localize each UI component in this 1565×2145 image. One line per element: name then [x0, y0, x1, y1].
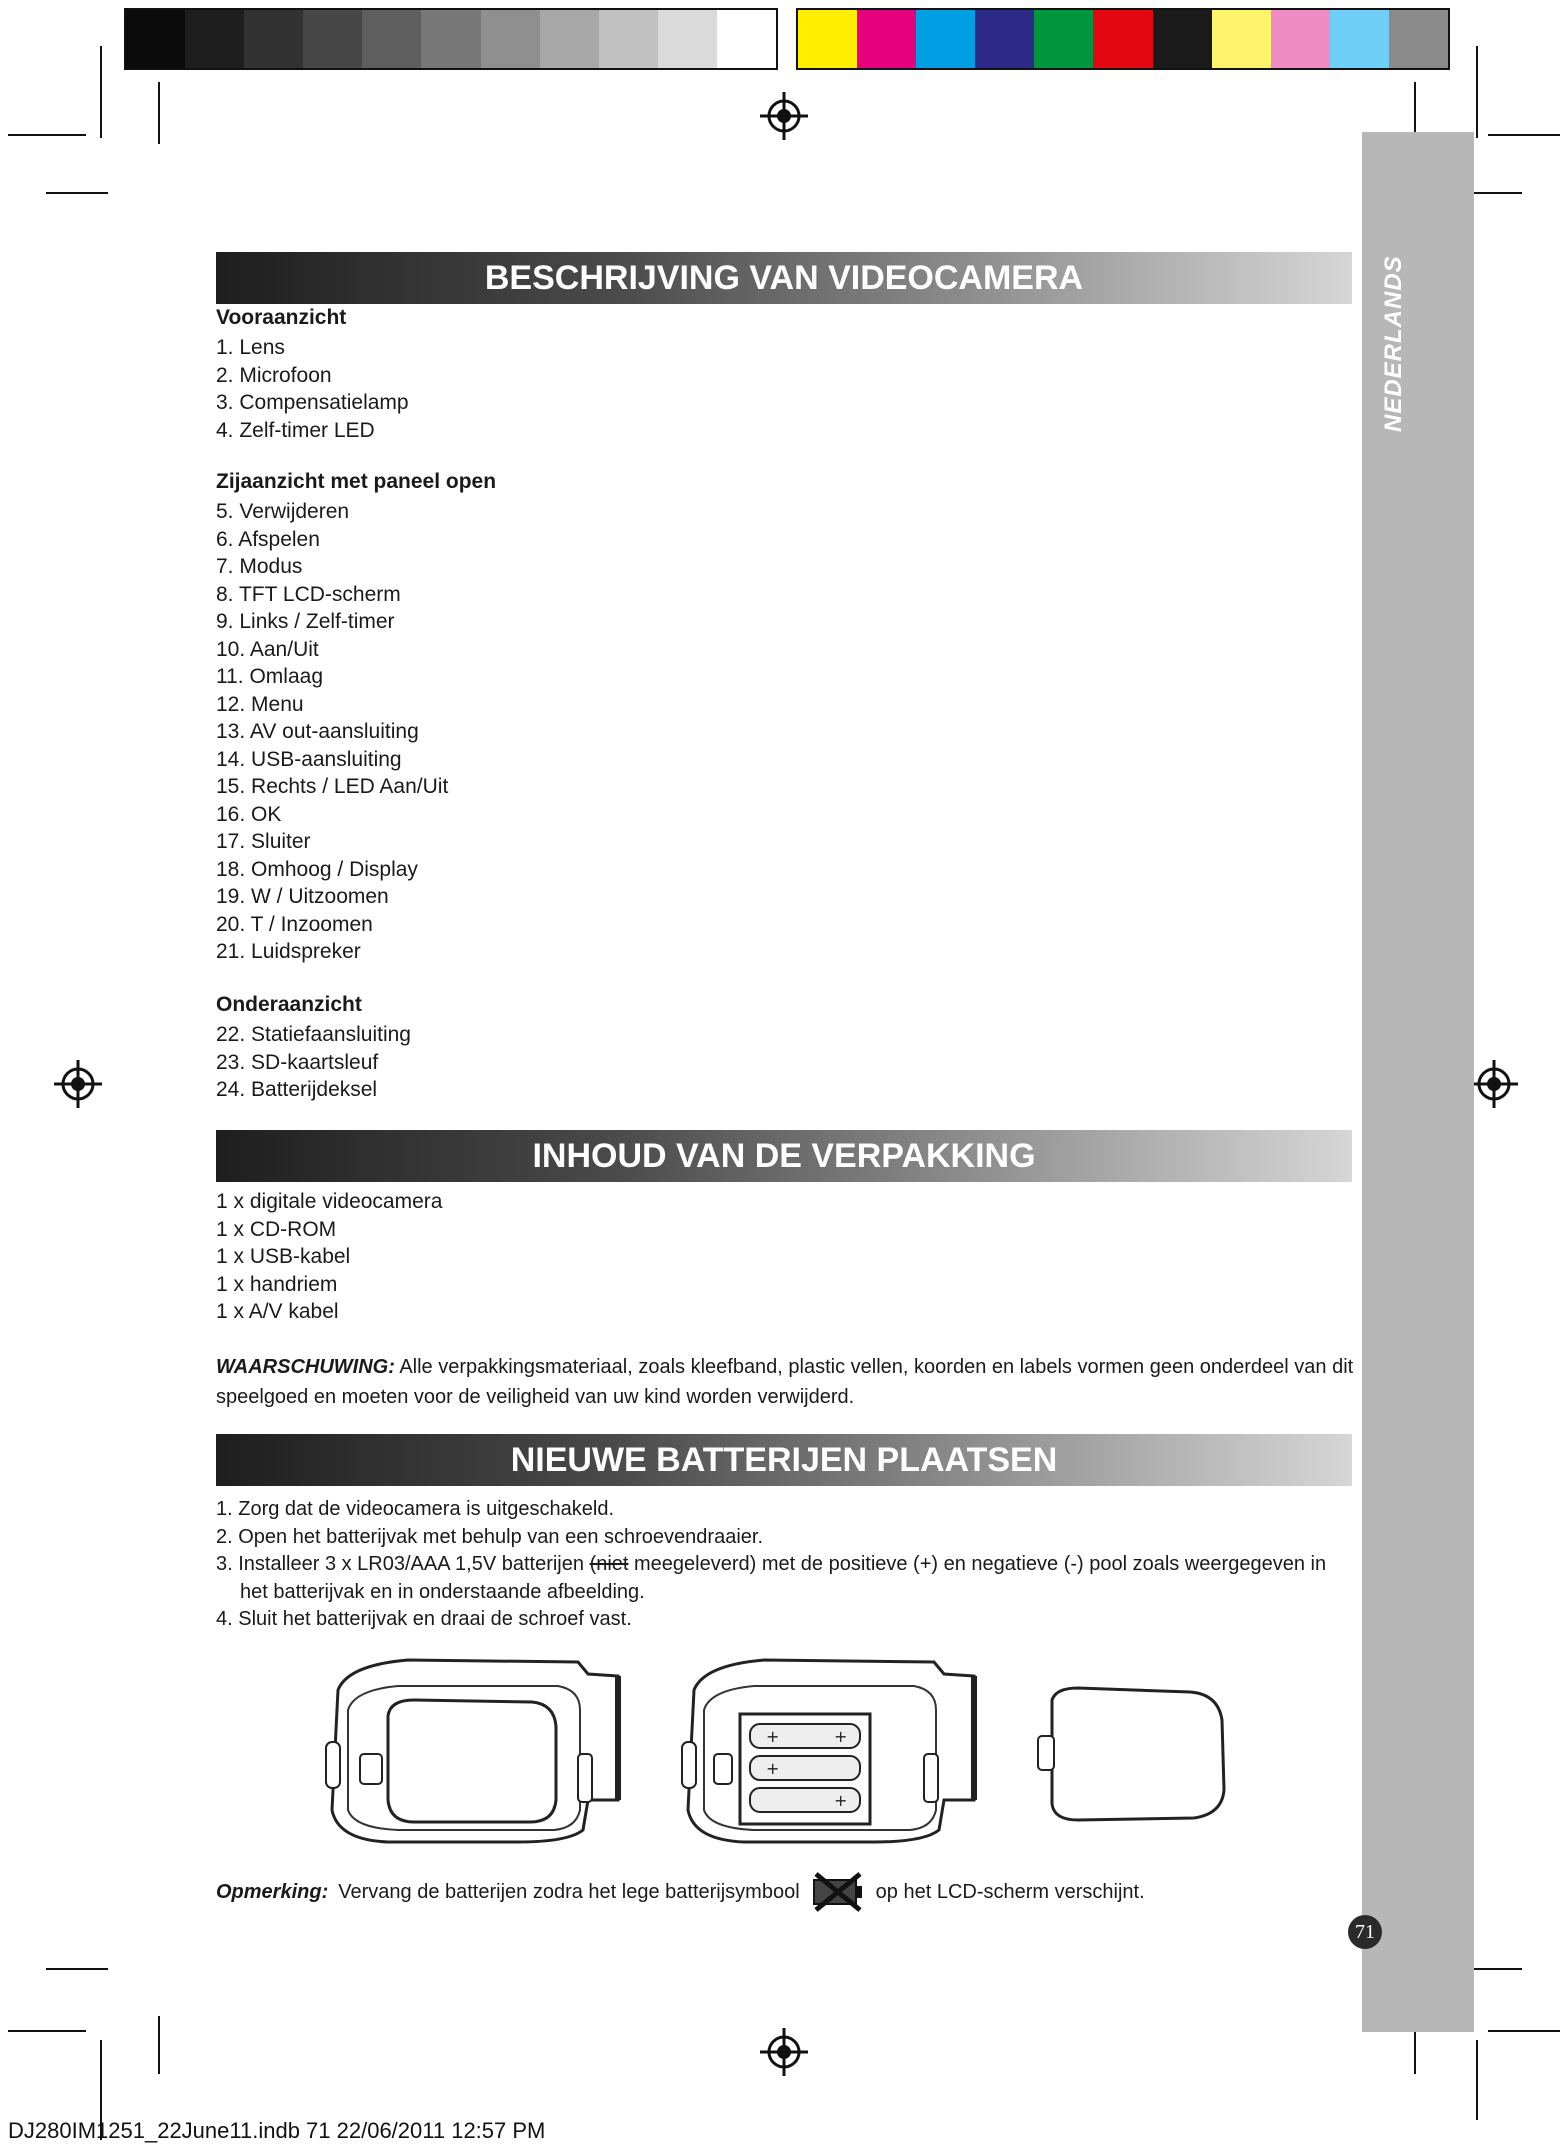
side-view-heading: Zijaanzicht met paneel open [216, 470, 497, 493]
svg-text:+: + [834, 1727, 848, 1746]
svg-text:+: + [766, 1759, 780, 1778]
page-number: 71 [1348, 1915, 1382, 1949]
camera-open-compartment-illustration [674, 1650, 994, 1850]
step3-text-b: meegeleverd) met de positieve (+) en negatieve (-) pool zoals weergegeven in het batterijvak en in onderstaande afbeelding. [240, 1553, 1327, 1603]
crop-mark [1476, 2040, 1478, 2120]
color-swatch [1330, 10, 1389, 68]
list-item: 8. TFT LCD-scherm [216, 582, 401, 606]
color-swatch [916, 10, 975, 68]
gray-swatch [421, 10, 480, 68]
list-item: 1 x A/V kabel [216, 1300, 339, 1323]
crop-mark [46, 192, 108, 194]
list-item: 1 x digitale videocamera [216, 1190, 443, 1213]
section-title-contents: INHOUD VAN DE VERPAKKING [216, 1130, 1352, 1182]
gray-swatch [244, 10, 303, 68]
battery-step: 1. Zorg dat de videocamera is uitgeschakeld. [216, 1498, 614, 1520]
list-item: 24. Batterijdeksel [216, 1078, 378, 1101]
color-swatch [1034, 10, 1093, 68]
list-item: 4. Zelf-timer LED [216, 418, 375, 442]
gray-swatch [126, 10, 185, 68]
gray-swatch [362, 10, 421, 68]
list-item: 5. Verwijderen [216, 500, 350, 523]
empty-battery-icon [810, 1870, 866, 1914]
section-title-batteries: NIEUWE BATTERIJEN PLAATSEN [216, 1434, 1352, 1486]
bottom-view-list [216, 1021, 411, 1104]
note-text-b: op het LCD-scherm verschijnt. [875, 1881, 1145, 1903]
step3-text-a: 3. Installeer 3 x LR03/AAA 1,5V batterijen [216, 1553, 590, 1575]
list-item: 15. Rechts / LED Aan/Uit [216, 775, 449, 798]
list-item: 1 x USB-kabel [216, 1245, 351, 1268]
gray-swatch [540, 10, 599, 68]
warning-text: Alle verpakkingsmateriaal, zoals kleefband, plastic vellen, koorden en labels vormen geen onderdeel van dit speelgoed en moeten voor de veiligheid van uw kind worden verwijderd. [216, 1356, 1354, 1408]
list-item: 7. Modus [216, 555, 303, 578]
battery-step [216, 1551, 1356, 1606]
list-item: 13. AV out-aansluiting [216, 720, 419, 743]
color-swatch [1093, 10, 1152, 68]
print-slug: DJ280IM1251_22June11.indb 71 22/06/2011 12:57 PM [8, 2118, 546, 2143]
battery-cover-illustration [1022, 1680, 1232, 1830]
gray-swatch [717, 10, 776, 68]
list-item: 6. Afspelen [216, 527, 320, 551]
list-item: 1 x CD-ROM [216, 1217, 337, 1241]
color-swatch [857, 10, 916, 68]
crop-mark [158, 82, 160, 144]
list-item: 22. Statiefaansluiting [216, 1023, 411, 1046]
gray-swatch [599, 10, 658, 68]
front-view-list [216, 334, 409, 444]
camera-closed-illustration [318, 1650, 638, 1850]
list-item: 21. Luidspreker [216, 940, 361, 963]
registration-mark-icon [52, 1058, 104, 1110]
registration-mark-icon [758, 90, 810, 142]
svg-text:+: + [834, 1791, 848, 1810]
section-title-description: BESCHRIJVING VAN VIDEOCAMERA [216, 252, 1352, 304]
svg-text:+: + [766, 1727, 780, 1746]
note-text-a: Vervang de batterijen zodra het lege batterijsymbool [338, 1881, 800, 1903]
crop-mark [1476, 46, 1478, 138]
registration-mark-icon [1468, 1058, 1520, 1110]
list-item: 16. OK [216, 802, 282, 826]
color-swatch [1271, 10, 1330, 68]
color-swatch [798, 10, 857, 68]
package-contents-list [216, 1188, 442, 1326]
list-item: 3. Compensatielamp [216, 391, 409, 414]
list-item: 14. USB-aansluiting [216, 747, 402, 771]
list-item: 9. Links / Zelf-timer [216, 610, 395, 633]
grayscale-bar [124, 8, 778, 70]
warning-paragraph [216, 1352, 1356, 1412]
gray-swatch [481, 10, 540, 68]
gray-swatch [185, 10, 244, 68]
list-item: 1. Lens [216, 336, 285, 359]
side-view-list [216, 498, 448, 966]
battery-step: 2. Open het batterijvak met behulp van een schroevendraaier. [216, 1525, 764, 1548]
list-item: 12. Menu [216, 692, 304, 716]
gray-swatch [658, 10, 717, 68]
list-item: 17. Sluiter [216, 830, 311, 853]
list-item: 18. Omhoog / Display [216, 857, 418, 881]
list-item: 23. SD-kaartsleuf [216, 1050, 379, 1074]
crop-mark [46, 1968, 108, 1970]
note-paragraph [216, 1870, 1145, 1914]
list-item: 1 x handriem [216, 1272, 338, 1296]
color-swatch [1212, 10, 1271, 68]
crop-mark [1488, 134, 1560, 136]
step3-strikethrough: (niet [589, 1553, 629, 1575]
language-label: NEDERLANDS [1380, 255, 1407, 432]
color-swatch [975, 10, 1034, 68]
crop-mark [8, 2030, 86, 2032]
list-item: 2. Microfoon [216, 363, 332, 387]
list-item: 20. T / Inzoomen [216, 912, 373, 936]
registration-mark-icon [758, 2026, 810, 2078]
list-item: 19. W / Uitzoomen [216, 885, 389, 908]
battery-steps [216, 1496, 1356, 1634]
language-sidebar [1362, 132, 1474, 2032]
warning-label: WAARSCHUWING: [216, 1356, 395, 1378]
list-item: 10. Aan/Uit [216, 637, 319, 661]
list-item: 11. Omlaag [216, 665, 323, 688]
gray-swatch [303, 10, 362, 68]
crop-mark [100, 46, 102, 138]
battery-step: 4. Sluit het batterijvak en draai de schroef vast. [216, 1608, 632, 1630]
color-swatch [1389, 10, 1448, 68]
crop-mark [8, 134, 86, 136]
front-view-heading: Vooraanzicht [216, 306, 347, 329]
crop-mark [1488, 2030, 1560, 2032]
color-bar [796, 8, 1450, 70]
crop-mark [158, 2016, 160, 2074]
bottom-view-heading: Onderaanzicht [216, 993, 362, 1016]
note-label: Opmerking: [216, 1881, 329, 1903]
color-swatch [1153, 10, 1212, 68]
